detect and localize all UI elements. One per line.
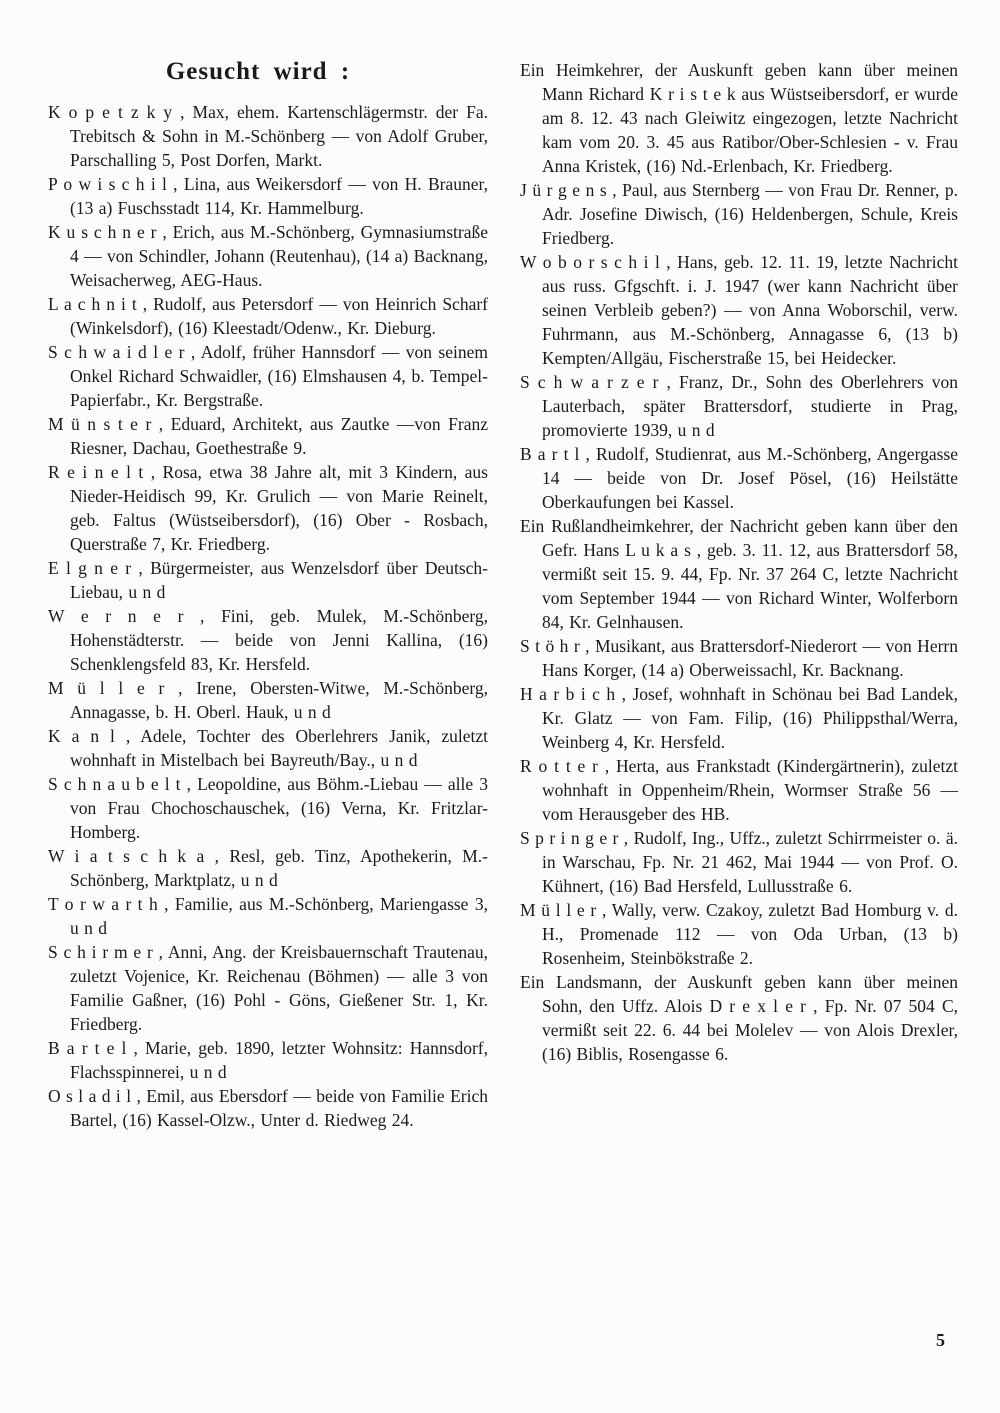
search-entry: J ü r g e n s , Paul, aus Sternberg — von Frau Dr. Renner, p. Adr. Josefine Diwisch, (16) Heldenbergen, Schule, Kreis Friedberg. — [520, 180, 958, 248]
search-entry: O s l a d i l , Emil, aus Ebersdorf — beide von Familie Erich Bartel, (16) Kassel-Olzw., Unter d. Riedweg 24. — [48, 1086, 488, 1130]
search-entry: S c h n a u b e l t , Leopoldine, aus Böhm.-Liebau — alle 3 von Frau Chochoschauschek, (16) Verna, Kr. Fritzlar-Homberg. — [48, 774, 488, 842]
search-entry: K o p e t z k y , Max, ehem. Kartenschlägermstr. der Fa. Trebitsch & Sohn in M.-Schönberg — von Adolf Gruber, Parschalling 5, Post Dorfen, Markt. — [48, 102, 488, 170]
search-entry: T o r w a r t h , Familie, aus M.-Schönberg, Mariengasse 3, u n d — [48, 894, 488, 938]
search-entry: P o w i s c h i l , Lina, aus Weikersdorf — von H. Brauner, (13 a) Fuschsstadt 114, Kr. Hammelburg. — [48, 174, 488, 218]
search-entry: S c h i r m e r , Anni, Ang. der Kreisbauernschaft Trautenau, zuletzt Vojenice, Kr. Reichenau (Böhmen) — alle 3 von Familie Gaßner, (16) Pohl - Göns, Gießener Str. 1, Kr. Friedberg. — [48, 942, 488, 1034]
search-entry: M ü l l e r , Irene, Obersten-Witwe, M.-Schönberg, Annagasse, b. H. Oberl. Hauk, u n d — [48, 678, 488, 722]
search-entry: H a r b i c h , Josef, wohnhaft in Schönau bei Bad Landek, Kr. Glatz — von Fam. Filip, (16) Philippsthal/Werra, Weinberg 4, Kr. Hersfeld. — [520, 684, 958, 752]
search-entry: B a r t e l , Marie, geb. 1890, letzter Wohnsitz: Hannsdorf, Flachsspinnerei, u n d — [48, 1038, 488, 1082]
search-entry: M ü l l e r , Wally, verw. Czakoy, zuletzt Bad Homburg v. d. H., Promenade 112 — von Oda Urban, (13 b) Rosenheim, Steinbökstraße 2. — [520, 900, 958, 968]
search-entry: W o b o r s c h i l , Hans, geb. 12. 11. 19, letzte Nachricht aus russ. Gfgschft. i. J. 1947 (wer kann Nachricht über seinen Verbleib geben?) — von Anna Woborschil, verw. Fuhrmann, aus M.-Schönberg, Annagasse 6, (13 b) Kempten/Allgäu, Fischerstraße 15, bei Heidecker. — [520, 252, 958, 368]
search-entry: R e i n e l t , Rosa, etwa 38 Jahre alt, mit 3 Kindern, aus Nieder-Heidisch 99, Kr. Grulich — von Marie Reinelt, geb. Faltus (Wüstseibersdorf), (16) Ober - Rosbach, Querstraße 7, Kr. Friedberg. — [48, 462, 488, 554]
search-entry: Ein Landsmann, der Auskunft geben kann über meinen Sohn, den Uffz. Alois D r e x l e r , Fp. Nr. 07 504 C, vermißt seit 22. 6. 44 bei Molelev — von Alois Drexler, (16) Biblis, Rosengasse 6. — [520, 972, 958, 1064]
search-entry: R o t t e r , Herta, aus Frankstadt (Kindergärtnerin), zuletzt wohnhaft in Oppenheim/Rhein, Wormser Straße 56 — vom Herausgeber des HB. — [520, 756, 958, 824]
search-entry: S c h w a r z e r , Franz, Dr., Sohn des Oberlehrers von Lauterbach, später Brattersdorf, studierte in Prag, promovierte 1939, u n d — [520, 372, 958, 440]
search-entry: W e r n e r , Fini, geb. Mulek, M.-Schönberg, Hohenstädterstr. — beide von Jenni Kallina, (16) Schenklengsfeld 83, Kr. Hersfeld. — [48, 606, 488, 674]
right-column — [520, 58, 958, 1132]
page-title: Gesucht wird : — [165, 58, 351, 85]
search-entry: E l g n e r , Bürgermeister, aus Wenzelsdorf über Deutsch-Liebau, u n d — [48, 558, 488, 602]
search-entry: S t ö h r , Musikant, aus Brattersdorf-Niederort — von Herrn Hans Korger, (14 a) Oberweissachl, Kr. Backnang. — [520, 636, 958, 680]
page-number: 5 — [936, 1330, 945, 1350]
search-entry: K u s c h n e r , Erich, aus M.-Schönberg, Gymnasiumstraße 4 — von Schindler, Johann (Reutenhau), (14 a) Backnang, Weisacherweg, AEG-Haus. — [48, 222, 488, 290]
search-entry: L a c h n i t , Rudolf, aus Petersdorf — von Heinrich Scharf (Winkelsdorf), (16) Kleestadt/Odenw., Kr. Dieburg. — [48, 294, 488, 338]
search-entry: W i a t s c h k a , Resl, geb. Tinz, Apothekerin, M.-Schönberg, Marktplatz, u n d — [48, 846, 488, 890]
search-entry: M ü n s t e r , Eduard, Architekt, aus Zautke —von Franz Riesner, Dachau, Goethestraße 9. — [48, 414, 488, 458]
left-column — [48, 58, 488, 1132]
search-entry: K a n l , Adele, Tochter des Oberlehrers Janik, zuletzt wohnhaft in Mistelbach bei Bayreuth/Bay., u n d — [48, 726, 488, 770]
search-entry: Ein Heimkehrer, der Auskunft geben kann über meinen Mann Richard K r i s t e k aus Wüstseibersdorf, er wurde am 8. 12. 43 nach Gleiwitz eingezogen, letzte Nachricht kam vom 20. 3. 45 aus Ratibor/Ober-Schlesien - v. Frau Anna Kristek, (16) Nd.-Erlenbach, Kr. Friedberg. — [520, 60, 958, 176]
search-entry: B a r t l , Rudolf, Studienrat, aus M.-Schönberg, Angergasse 14 — beide von Dr. Josef Pösel, (16) Heilstätte Oberkaufungen bei Kassel. — [520, 444, 958, 512]
search-entry: S p r i n g e r , Rudolf, Ing., Uffz., zuletzt Schirrmeister o. ä. in Warschau, Fp. Nr. 21 462, Mai 1944 — von Prof. O. Kühnert, (16) Bad Hersfeld, Lullusstraße 6. — [520, 828, 958, 896]
search-entry: Ein Rußlandheimkehrer, der Nachricht geben kann über den Gefr. Hans L u k a s , geb. 3. 11. 12, aus Brattersdorf 58, vermißt seit 15. 9. 44, Fp. Nr. 37 264 C, letzte Nachricht vom September 1944 — von Richard Winter, Wolferborn 84, Kr. Gelnhausen. — [520, 516, 958, 632]
search-entry: S c h w a i d l e r , Adolf, früher Hannsdorf — von seinem Onkel Richard Schwaidler, (16) Elmshausen 4, b. Tempel-Papierfabr., Kr. Bergstraße. — [48, 342, 488, 410]
